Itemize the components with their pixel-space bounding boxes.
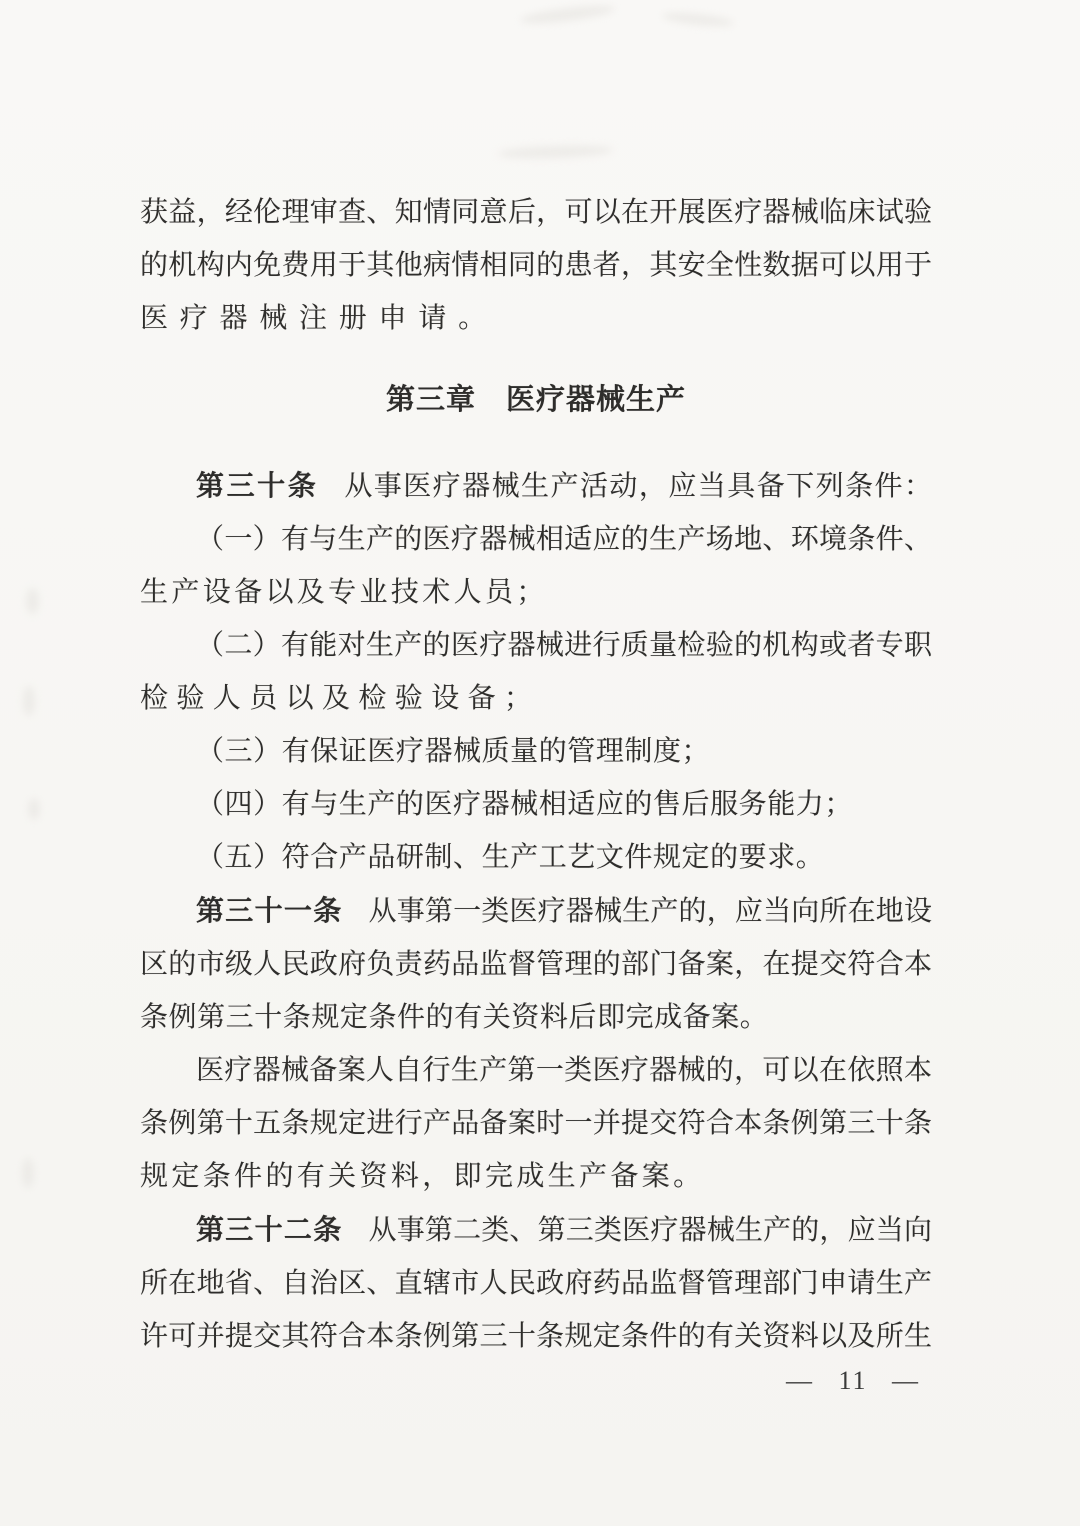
article-opening-text: 从事第二类、第三类医疗器械生产的，应当向 — [368, 1215, 932, 1246]
scan-smudge — [22, 1158, 34, 1188]
body-line: （五）符合产品研制、生产工艺文件规定的要求。 — [196, 842, 825, 873]
body-line: （四）有与生产的医疗器械相适应的售后服务能力； — [196, 789, 853, 820]
body-line: 所在地省、自治区、直辖市人民政府药品监督管理部门申请生产 — [140, 1268, 932, 1299]
article-opening-text: 从事医疗器械生产活动，应当具备下列条件： — [344, 471, 932, 502]
scan-smudge — [520, 2, 616, 26]
article-opening-line — [140, 459, 932, 513]
scan-smudge — [23, 686, 35, 716]
article-opening-text: 从事第一类医疗器械生产的，应当向所在地设 — [368, 896, 932, 927]
body-line: 生产设备以及专业技术人员； — [140, 577, 548, 608]
body-line: 规定条件的有关资料，即完成生产备案。 — [140, 1161, 705, 1192]
chapter-heading: 第三章 医疗器械生产 — [385, 384, 686, 416]
body-line: 医疗器械注册申请。 — [140, 303, 498, 334]
article-number-label: 第三十条 — [196, 470, 319, 501]
body-line: 区的市级人民政府负责药品监督管理的部门备案，在提交符合本 — [140, 949, 932, 980]
document-body — [140, 186, 932, 1363]
scan-smudge — [662, 10, 735, 28]
body-line: （二）有能对生产的医疗器械进行质量检验的机构或者专职 — [196, 630, 932, 661]
article-number-label: 第三十二条 — [196, 1214, 343, 1245]
body-line: 的机构内免费用于其他病情相同的患者，其安全性数据可以用于 — [140, 250, 932, 281]
page-number: — 11 — — [785, 1366, 920, 1395]
body-line: 许可并提交其符合本条例第三十条规定条件的有关资料以及所生 — [140, 1321, 932, 1352]
body-line: 获益，经伦理审查、知情同意后，可以在开展医疗器械临床试验 — [140, 197, 932, 228]
body-line: （三）有保证医疗器械质量的管理制度； — [196, 736, 711, 767]
body-line: 检验人员以及检验设备； — [140, 683, 541, 714]
body-line: 条例第三十条规定条件的有关资料后即完成备案。 — [140, 1002, 769, 1033]
article-opening-line — [140, 884, 932, 938]
body-line: 条例第十五条规定进行产品备案时一并提交符合本条例第三十条 — [140, 1108, 932, 1139]
body-line: 医疗器械备案人自行生产第一类医疗器械的，可以在依照本 — [196, 1055, 932, 1086]
body-line: （一）有与生产的医疗器械相适应的生产场地、环境条件、 — [196, 524, 932, 555]
article-number-label: 第三十一条 — [196, 895, 343, 926]
scan-smudge — [28, 798, 40, 820]
scan-smudge — [26, 588, 39, 614]
scan-smudge — [498, 144, 613, 160]
article-opening-line — [140, 1203, 932, 1257]
